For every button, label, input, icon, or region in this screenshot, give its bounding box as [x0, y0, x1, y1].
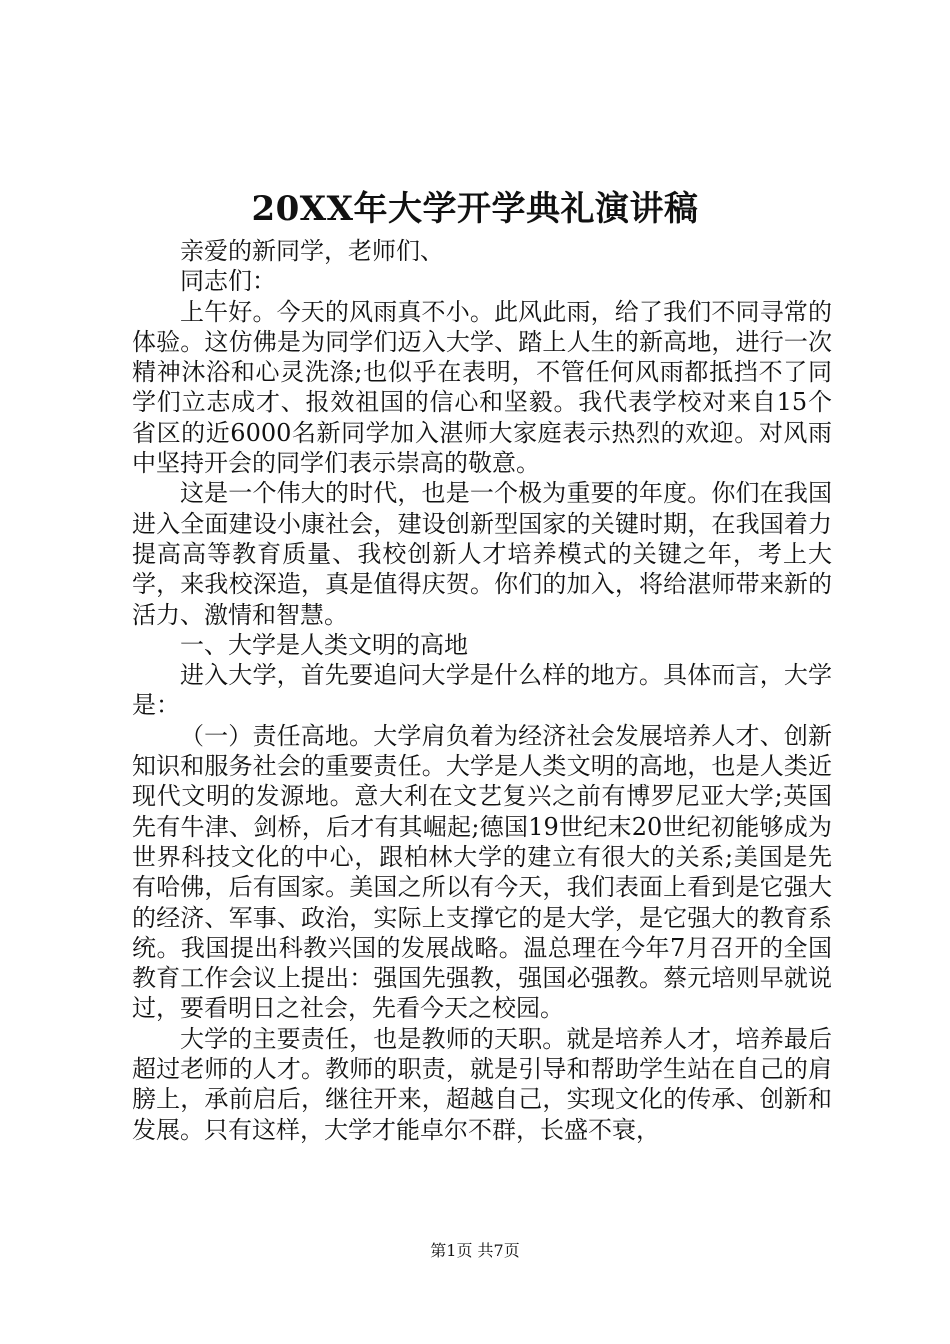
document-title: 20XX年大学开学典礼演讲稿 — [251, 189, 699, 229]
paragraph-question: 进入大学，首先要追问大学是什么样的地方。具体而言，大学是： — [132, 661, 832, 720]
page-number: 第1页 共7页 — [430, 1241, 520, 1260]
paragraph-salutation-cont: 同志们： — [180, 267, 276, 296]
paragraph-greeting: 上午好。今天的风雨真不小。此风此雨，给了我们不同寻常的体验。这仿佛是为同学们迈入大学、踏上人生的新高地，进行一次精神沐浴和心灵洗涤;也似乎在表明，不管任何风雨都抵挡不了同学们立志成才、报效祖国的信心和坚毅。我代表学校对来自15个省区的近6000名新同学加入湛师大家庭表示热烈的欢迎。对风雨中坚持开会的同学们表示崇高的敬意。 — [132, 297, 832, 478]
paragraph-teacher-duty: 大学的主要责任，也是教师的天职。就是培养人才，培养最后超过老师的人才。教师的职责，就是引导和帮助学生站在自己的肩膀上，承前启后，继往开来，超越自己，实现文化的传承、创新和发展。只有这样，大学才能卓尔不群，长盛不衰， — [132, 1024, 832, 1144]
section-heading: 一、大学是人类文明的高地 — [180, 630, 468, 659]
paragraph-responsibility: （一）责任高地。大学肩负着为经济社会发展培养人才、创新知识和服务社会的重要责任。大学是人类文明的高地，也是人类近现代文明的发源地。意大利在文艺复兴之前有博罗尼亚大学;英国先有牛津、剑桥，后才有其崛起;德国19世纪末20世纪初能够成为世界科技文化的中心，跟柏林大学的建立有很大的关系;美国是先有哈佛，后有国家。美国之所以有今天，我们表面上看到是它强大的经济、军事、政治，实际上支撑它的是大学，是它强大的教育系统。我国提出科教兴国的发展战略。温总理在今年7月召开的全国教育工作会议上提出：强国先强教，强国必强教。蔡元培则早就说过，要看明日之社会，先看今天之校园。 — [132, 721, 832, 1023]
paragraph-salutation: 亲爱的新同学，老师们、 — [180, 237, 444, 265]
document-body — [132, 236, 832, 1145]
paragraph-era: 这是一个伟大的时代，也是一个极为重要的年度。你们在我国进入全面建设小康社会，建设创新型国家的关键时期，在我国着力提高高等教育质量、我校创新人才培养模式的关键之年，考上大学，来我校深造，真是值得庆贺。你们的加入，将给湛师带来新的活力、激情和智慧。 — [132, 479, 832, 629]
